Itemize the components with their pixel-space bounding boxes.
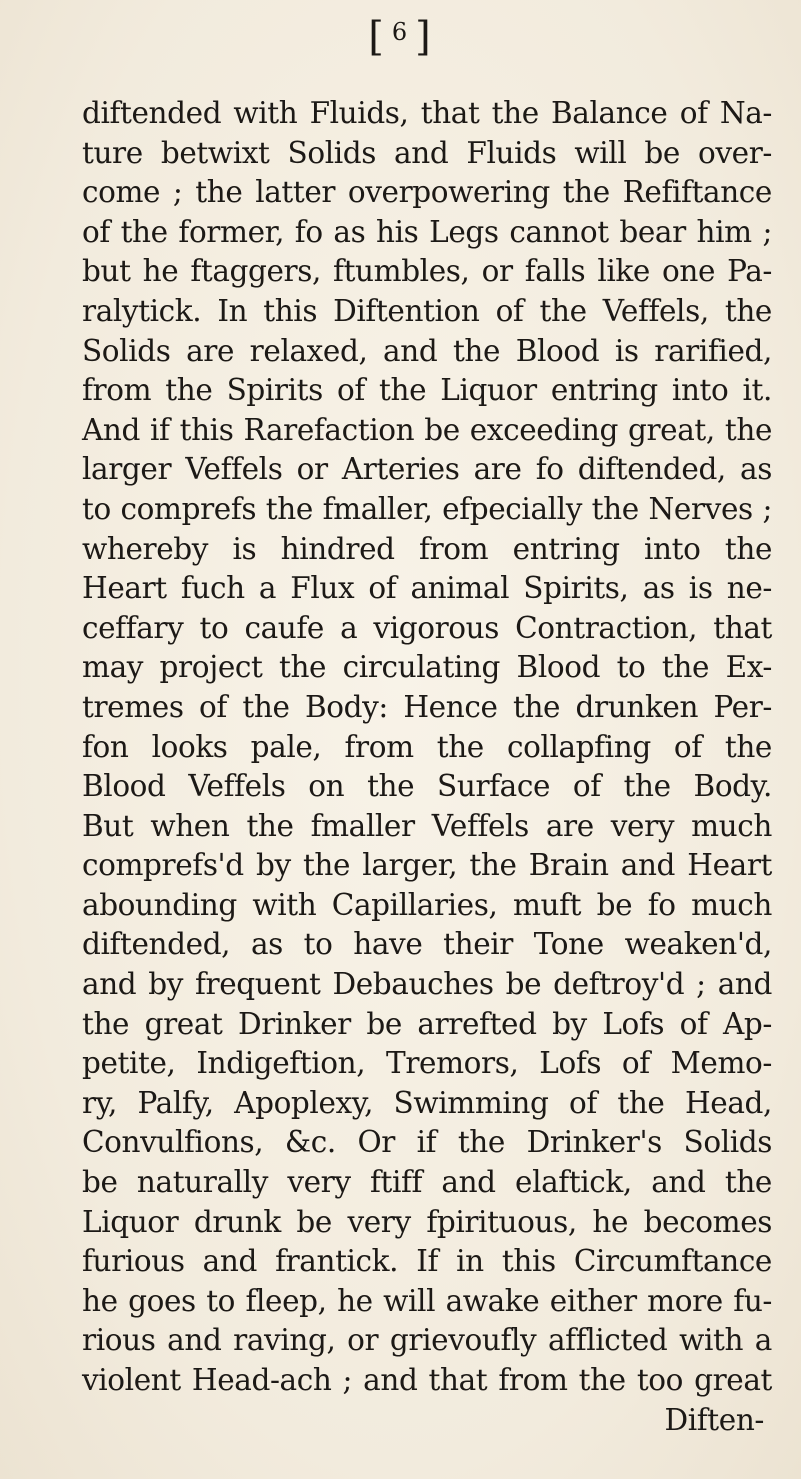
text-line: may project the circulating Blood to the Ex- bbox=[82, 650, 772, 685]
header-open-bracket: [ bbox=[368, 14, 386, 60]
text-line: he goes to fleep, he will awake either more fu- bbox=[82, 1283, 772, 1318]
text-line: ralytick. In this Diftention of the Veffels, the bbox=[82, 293, 772, 328]
text-line: diftended with Fluids, that the Balance of Na- bbox=[82, 96, 772, 130]
page-header bbox=[0, 14, 801, 60]
text-line: from the Spirits of the Liquor entring into it. bbox=[82, 373, 772, 408]
text-line: ceffary to caufe a vigorous Contraction, that bbox=[82, 610, 772, 645]
text-line: larger Veffels or Arteries are fo diftended, as bbox=[82, 452, 772, 487]
text-line: Convulfions, &c. Or if the Drinker's Solids bbox=[82, 1125, 772, 1160]
text-line: furious and frantick. If in this Circumftance bbox=[82, 1244, 772, 1279]
text-line: Liquor drunk be very fpirituous, he becomes bbox=[82, 1204, 772, 1239]
text-line: comprefs'd by the larger, the Brain and Heart bbox=[82, 848, 772, 883]
text-line: to comprefs the fmaller, efpecially the Nerves ; bbox=[82, 491, 772, 526]
body-text bbox=[82, 94, 772, 1440]
text-line: violent Head-ach ; and that from the too great bbox=[82, 1363, 772, 1397]
text-line: ry, Palfy, Apoplexy, Swimming of the Head, bbox=[82, 1085, 772, 1120]
page-number: 6 bbox=[391, 18, 410, 46]
catchword: Diften- bbox=[664, 1402, 764, 1437]
text-line: ture betwixt Solids and Fluids will be over- bbox=[82, 135, 772, 170]
text-line: Solids are relaxed, and the Blood is rarified, bbox=[82, 333, 772, 368]
text-line: Heart fuch a Flux of animal Spirits, as is ne- bbox=[82, 571, 772, 606]
text-line: rious and raving, or grievoufly afflicted with a bbox=[82, 1323, 772, 1358]
text-line: abounding with Capillaries, muft be fo much bbox=[82, 887, 772, 922]
text-line: whereby is hindred from entring into the bbox=[82, 531, 772, 566]
text-line: diftended, as to have their Tone weaken'd, bbox=[82, 927, 772, 962]
text-line: petite, Indigeftion, Tremors, Lofs of Memo- bbox=[82, 1046, 772, 1081]
text-line: and by frequent Debauches be deftroy'd ; and bbox=[82, 967, 772, 1002]
text-line: But when the fmaller Veffels are very much bbox=[82, 808, 772, 843]
text-line: the great Drinker be arrefted by Lofs of Ap- bbox=[82, 1006, 772, 1041]
text-line: of the former, fo as his Legs cannot bear him ; bbox=[82, 214, 772, 249]
text-line: tremes of the Body: Hence the drunken Per- bbox=[82, 689, 772, 724]
text-line: fon looks pale, from the collapfing of the bbox=[82, 729, 772, 764]
header-close-bracket: ] bbox=[415, 14, 433, 60]
text-line: but he ftaggers, ftumbles, or falls like one Pa- bbox=[82, 254, 772, 289]
text-line: Blood Veffels on the Surface of the Body. bbox=[82, 769, 772, 804]
text-line: come ; the latter overpowering the Refiftance bbox=[82, 175, 772, 210]
text-line: be naturally very ftiff and elaftick, and the bbox=[82, 1165, 772, 1200]
text-line: And if this Rarefaction be exceeding great, the bbox=[82, 412, 772, 447]
